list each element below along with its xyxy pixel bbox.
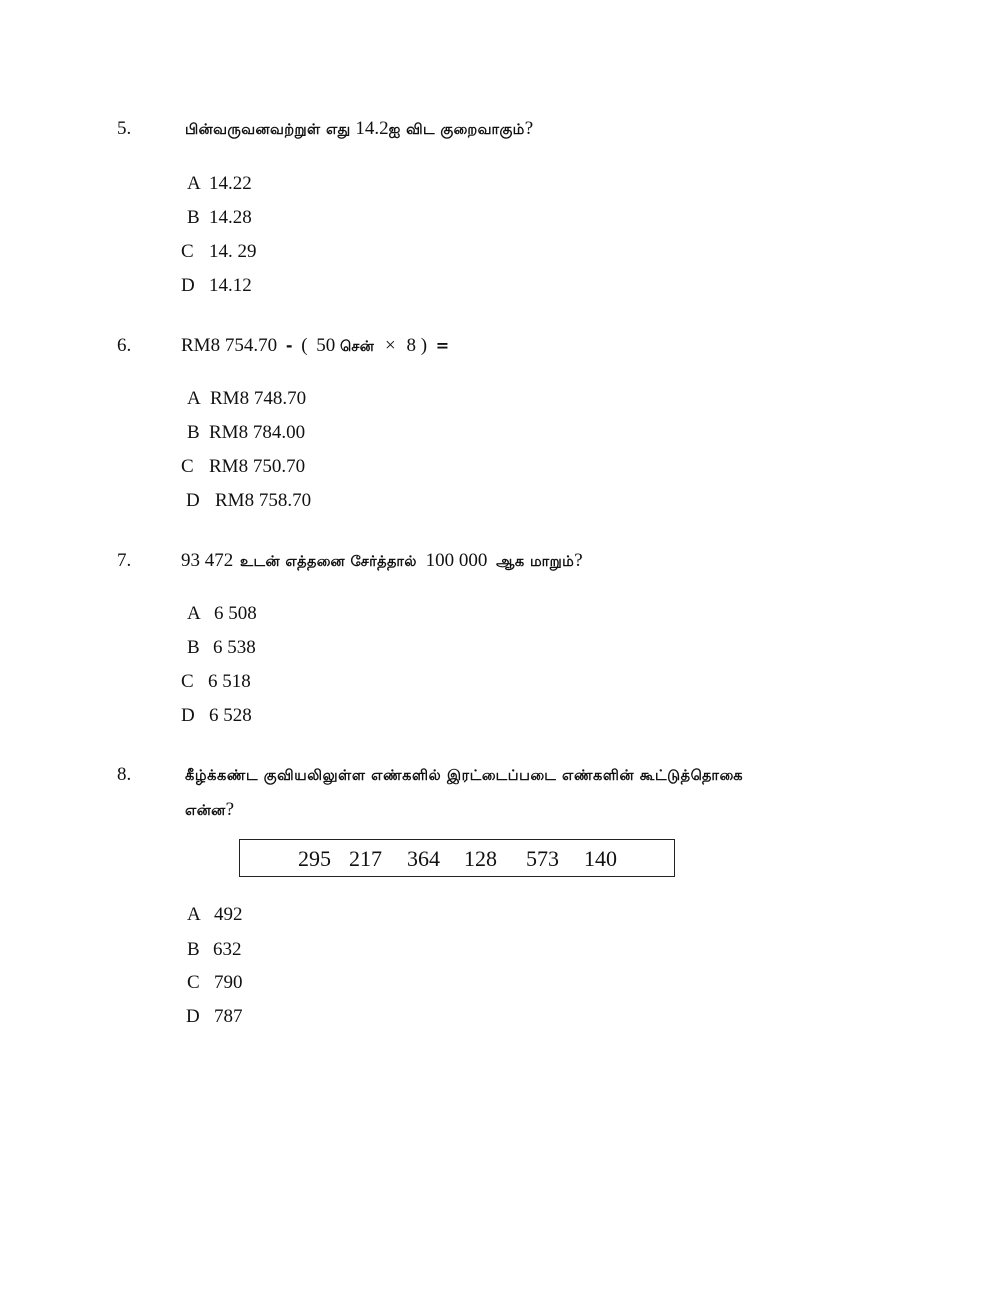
option-value: 6 538 (213, 637, 256, 658)
option-b[interactable] (187, 422, 305, 444)
option-value: 632 (213, 939, 242, 960)
option-c[interactable] (181, 671, 251, 693)
start-number: 93 472 (181, 550, 234, 571)
question-text (185, 118, 533, 140)
option-value: 14.22 (209, 173, 252, 194)
multiplier: 8 (406, 335, 416, 356)
option-letter: C (187, 972, 200, 993)
option-value: RM8 748.70 (210, 388, 307, 409)
option-letter: B (187, 207, 200, 228)
option-value: 787 (214, 1006, 243, 1027)
sen-value: 50 (316, 335, 336, 356)
option-letter: A (187, 388, 201, 409)
option-c[interactable] (181, 241, 257, 263)
question-mark: ? (225, 799, 235, 820)
option-value: 790 (214, 972, 243, 993)
option-a[interactable] (187, 173, 252, 195)
option-letter: A (187, 904, 201, 925)
question-text (181, 550, 583, 572)
option-b[interactable] (187, 207, 252, 229)
option-letter: D (181, 705, 195, 726)
amount: RM8 754.70 (181, 335, 278, 356)
option-value: RM8 758.70 (215, 490, 312, 511)
option-letter: B (187, 637, 200, 658)
option-letter: D (186, 490, 200, 511)
option-letter: B (187, 939, 200, 960)
option-value: 6 508 (214, 603, 257, 624)
option-d[interactable] (186, 1006, 243, 1028)
option-letter: C (181, 671, 194, 692)
option-letter: C (181, 241, 194, 262)
question-number: 5. (117, 118, 132, 139)
option-value: 14. 29 (209, 241, 257, 262)
question-number: 7. (117, 550, 132, 571)
option-value: RM8 750.70 (209, 456, 306, 477)
minus-sign: - (285, 336, 293, 355)
open-paren: ( (301, 335, 308, 356)
question-text-tamil: என்ன (185, 803, 226, 819)
question-text-tamil: ஐ விட குறைவாகும் (388, 122, 525, 138)
question-mark: ? (524, 118, 534, 139)
question-text-tamil: ஆக மாறும் (496, 554, 575, 570)
pile-number: 217 (349, 846, 382, 871)
times-sign: × (384, 335, 396, 356)
close-paren: ) (420, 335, 428, 356)
option-d[interactable] (186, 490, 311, 512)
pile-number: 573 (526, 846, 559, 871)
question-text-line-2 (185, 799, 234, 821)
question-text (181, 335, 449, 357)
option-value: 492 (214, 904, 243, 925)
question-number: 8. (117, 764, 132, 785)
option-c[interactable] (187, 972, 243, 994)
question-text (185, 764, 743, 786)
option-b[interactable] (187, 637, 256, 659)
question-mark: ? (574, 550, 583, 571)
option-a[interactable] (187, 388, 306, 410)
option-letter: D (181, 275, 195, 296)
pile-number: 364 (407, 846, 440, 871)
option-letter: A (187, 603, 201, 624)
target-number: 100 000 (425, 550, 488, 571)
option-a[interactable] (187, 904, 243, 926)
option-letter: D (186, 1006, 200, 1027)
option-letter: A (187, 173, 201, 194)
option-value: 6 528 (209, 705, 252, 726)
pile-number: 128 (464, 846, 497, 871)
question-number: 6. (117, 335, 132, 356)
pile-number: 140 (584, 846, 617, 871)
option-value: 14.28 (209, 207, 252, 228)
sen-unit: சென் (340, 339, 375, 355)
question-text-tamil: பின்வருவனவற்றுள் எது (185, 122, 351, 138)
option-letter: B (187, 422, 200, 443)
equals-sign: = (435, 336, 450, 355)
option-b[interactable] (187, 939, 242, 961)
question-value: 14.2 (355, 118, 389, 139)
question-text-tamil: உடன் எத்தனை சேர்த்தால் (240, 554, 417, 570)
option-value: 6 518 (208, 671, 251, 692)
pile-number: 295 (298, 846, 331, 871)
option-value: 14.12 (209, 275, 252, 296)
option-d[interactable] (181, 705, 252, 727)
option-value: RM8 784.00 (209, 422, 306, 443)
question-text-tamil: கீழ்க்கண்ட குவியலிலுள்ள எண்களில் இரட்டைப்படை எண்களின் கூட்டுத்தொகை (185, 768, 744, 784)
option-a[interactable] (187, 603, 257, 625)
option-c[interactable] (181, 456, 305, 478)
option-letter: C (181, 456, 194, 477)
option-d[interactable] (181, 275, 252, 297)
number-pile-box (239, 839, 675, 877)
